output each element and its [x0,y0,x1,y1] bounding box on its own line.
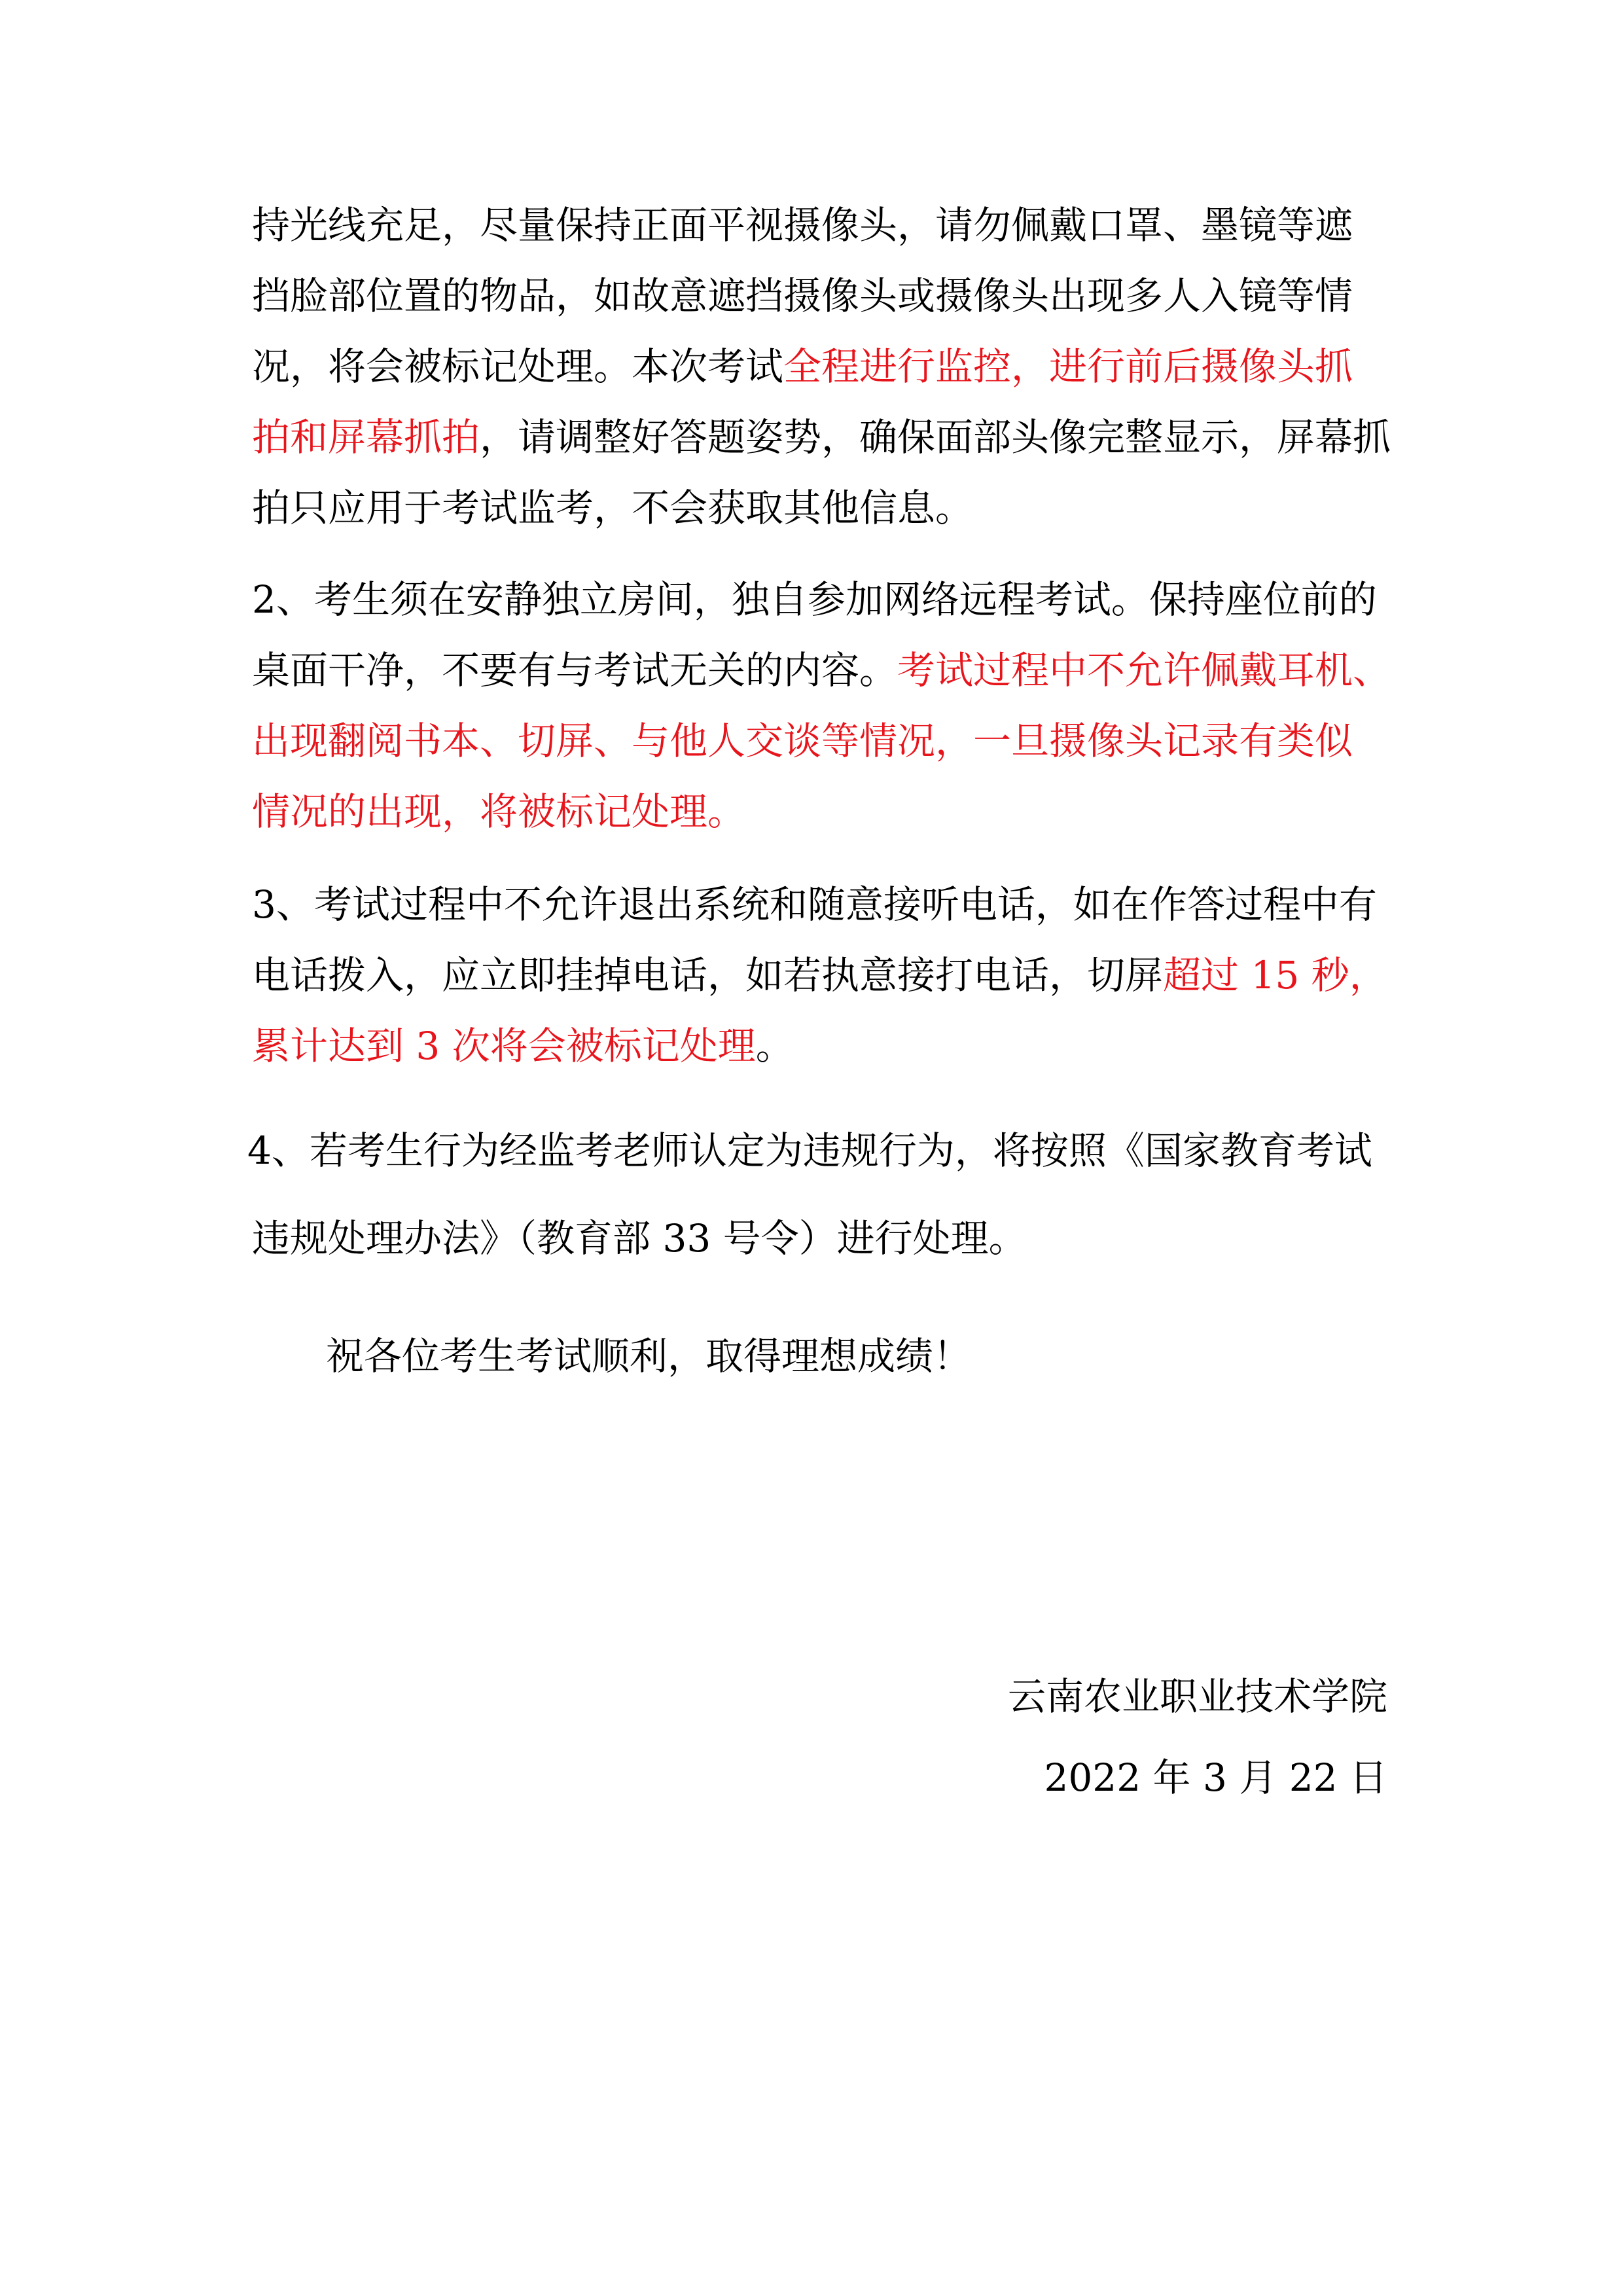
para1-line3-highlight: 全程进行监控，进行前后摄像头抓 [783,344,1353,389]
para3-line1-text: 3、考试过程中不允许退出系统和随意接听电话，如在作答过程中有 [252,882,1377,927]
closing-wish [326,1333,1465,1380]
para1-line5-text: 拍只应用于考试监考，不会获取其他信息。 [252,486,974,530]
para1-line2 [252,272,1391,319]
para1-line4-text: ，请调整好答题姿势，确保面部头像完整显示，屏幕抓 [480,415,1391,459]
para4-line1 [247,1127,1386,1174]
para1-line5 [252,484,1391,531]
para2-line1-text: 2、考生须在安静独立房间，独自参加网络远程考试。保持座位前的 [252,577,1377,622]
para2-line4 [252,788,1391,835]
para1-line3-text: 况，将会被标记处理。本次考试 [252,344,784,389]
para4-line2-text: 违规处理办法》（教育部 33 号令）进行处理。 [252,1216,1027,1261]
para3-line2-highlight: 超过 15 秒， [1163,953,1387,997]
para2-line3 [252,717,1391,764]
para1-line4 [252,414,1391,461]
para3-line3-highlight: 累计达到 3 次将会被标记处理 [252,1024,756,1068]
para3-line2 [252,952,1391,999]
para2-line4-highlight: 情况的出现，将被标记处理。 [252,789,746,834]
para4-line1-text: 4、若考生行为经监考老师认定为违规行为，将按照《国家教育考试 [247,1128,1372,1173]
para1-line3 [252,343,1391,390]
para2-line2-highlight: 考试过程中不允许佩戴耳机、 [897,648,1391,692]
signature-org: 云南农业职业技术学院 [1007,1674,1387,1719]
para2-line2 [252,647,1391,694]
para1-line1 [252,202,1391,249]
para1-line2-text: 挡脸部位置的物品，如故意遮挡摄像头或摄像头出现多人入镜等情 [252,274,1353,318]
para3-line3 [252,1022,1391,1069]
para3-line3-text: 。 [755,1024,794,1068]
para2-line1 [252,576,1391,623]
closing-wish-text: 祝各位考生考试顺利，取得理想成绩！ [326,1334,972,1378]
para3-line2-text: 电话拨入，应立即挂掉电话，如若执意接打电话，切屏 [252,953,1164,997]
para2-line2-text: 桌面干净，不要有与考试无关的内容。 [252,648,898,692]
para4-line2 [252,1215,1391,1262]
para1-line4-highlight: 拍和屏幕抓拍 [252,415,480,459]
para3-line1 [252,881,1391,928]
signature-date: 2022 年 3 月 22 日 [1044,1755,1387,1800]
para2-line3-highlight: 出现翻阅书本、切屏、与他人交谈等情况，一旦摄像头记录有类似 [252,719,1353,763]
para1-line1-text: 持光线充足，尽量保持正面平视摄像头，请勿佩戴口罩、墨镜等遮 [252,203,1353,247]
